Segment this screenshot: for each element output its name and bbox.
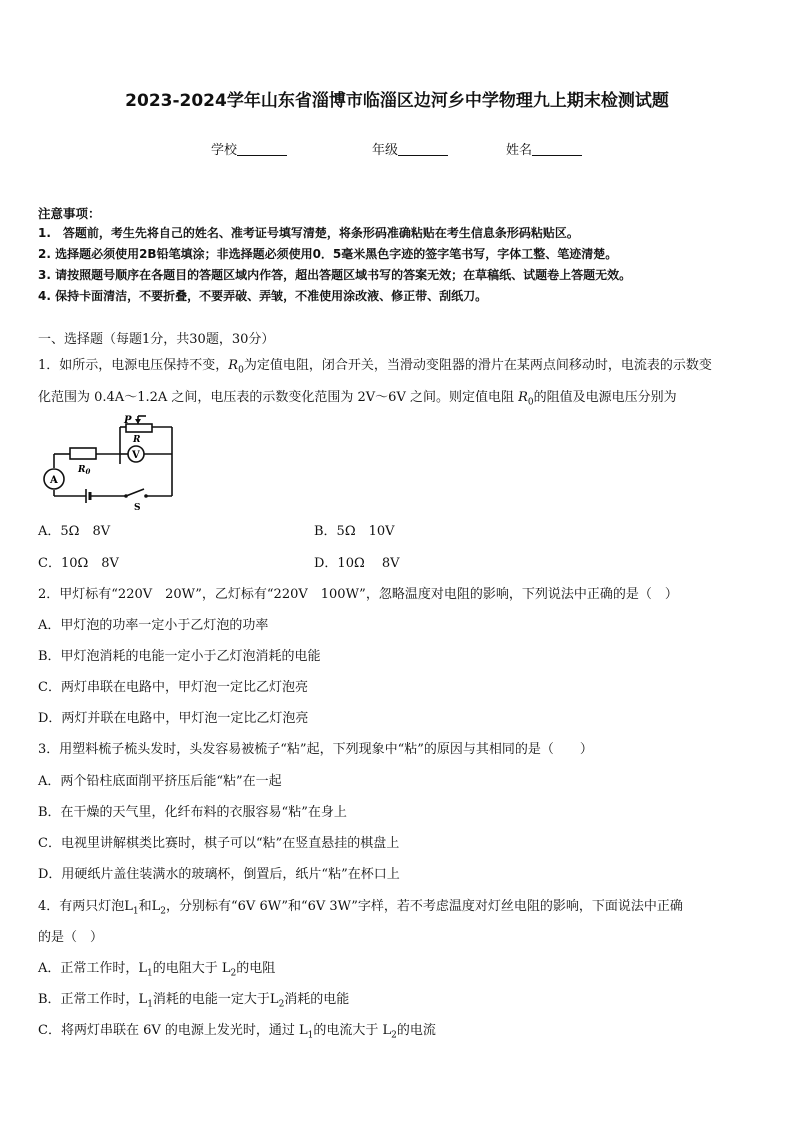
note-item: 4. 保持卡面清洁，不要折叠，不要弄破、弄皱，不准使用涂改液、修正带、刮纸刀。 bbox=[38, 289, 488, 303]
q4-option-c[interactable] bbox=[38, 1019, 436, 1041]
q4c-sub: 1 bbox=[307, 1030, 314, 1041]
q1-option-a[interactable]: A．5Ω 8V bbox=[38, 524, 111, 539]
q2-option-a[interactable]: A．甲灯泡的功率一定小于乙灯泡的功率 bbox=[38, 618, 269, 633]
q1-stem-part: 化范围为 0.4A～1.2A 之间，电压表的示数变化范围为 2V～6V 之间。则定值电阻 bbox=[38, 390, 519, 405]
note-item: 3. 请按照题号顺序在各题目的答题区域内作答，超出答题区域书写的答案无效；在草稿纸、试题卷上答题无效。 bbox=[38, 268, 632, 282]
q4-stem-part: ，分别标有“6V 6W”和“6V 3W”字样，若不考虑温度对灯丝电阻的影响，下面说法中正确 bbox=[166, 899, 683, 914]
q2-option-c[interactable]: C．两灯串联在电路中，甲灯泡一定比乙灯泡亮 bbox=[38, 680, 308, 695]
q3-option-d[interactable]: D．用硬纸片盖住装满水的玻璃杯，倒置后，纸片“粘”在杯口上 bbox=[38, 867, 400, 882]
switch-contact bbox=[144, 494, 148, 498]
q1-stem bbox=[38, 354, 712, 376]
school-blank bbox=[237, 142, 287, 156]
q4c-part: 的电流 bbox=[396, 1023, 436, 1038]
circuit-label-r0: $R_0$ bbox=[78, 465, 91, 476]
q4-stem bbox=[38, 895, 683, 917]
name-field bbox=[506, 139, 582, 158]
page-title: 2023-2024学年山东省淄博市临淄区边河乡中学物理九上期末检测试题 bbox=[125, 91, 669, 111]
q4-stem-part: 4．有两只灯泡L bbox=[38, 899, 133, 914]
grade-field bbox=[372, 139, 448, 158]
q3-stem: 3．用塑料梳子梳头发时，头发容易被梳子“粘”起，下列现象中“粘”的原因与其相同的是（ ） bbox=[38, 742, 593, 757]
notes-heading: 注意事项： bbox=[38, 206, 101, 221]
q3-option-c[interactable]: C．电视里讲解棋类比赛时，棋子可以“粘”在竖直悬挂的棋盘上 bbox=[38, 836, 400, 851]
q4-stem-line2: 的是（ ） bbox=[38, 930, 104, 945]
q1-stem-line2 bbox=[38, 386, 677, 408]
q2-option-d[interactable]: D．两灯并联在电路中，甲灯泡一定比乙灯泡亮 bbox=[38, 711, 309, 726]
q1-r0-sub: 0 bbox=[527, 397, 534, 408]
school-field bbox=[211, 139, 287, 158]
section-heading: 一、选择题（每题1分，共30题，30分） bbox=[38, 332, 275, 347]
q4c-sub: 2 bbox=[391, 1030, 397, 1041]
q4a-sub: 1 bbox=[147, 968, 153, 979]
q1-stem-part: 的阻值及电源电压分别为 bbox=[533, 390, 677, 405]
q4c-part: 的电流大于 L bbox=[313, 1023, 392, 1038]
circuit-label-p: P bbox=[124, 415, 132, 426]
q4a-part: 的电阻大于 L bbox=[152, 961, 231, 976]
q4-option-a[interactable] bbox=[38, 957, 275, 979]
q1-stem-part: 为定值电阻，闭合开关，当滑动变阻器的滑片在某两点间移动时，电流表的示数变 bbox=[243, 358, 712, 373]
ammeter-label: A bbox=[50, 475, 58, 486]
name-label: 姓名 bbox=[506, 143, 533, 158]
q1-option-c[interactable]: C．10Ω 8V bbox=[38, 556, 119, 571]
voltmeter-label: V bbox=[132, 450, 140, 461]
q4c-part: C．将两灯串联在 6V 的电源上发光时，通过 L bbox=[38, 1023, 308, 1038]
name-blank bbox=[532, 142, 582, 156]
grade-label: 年级 bbox=[372, 143, 399, 158]
q1-option-d[interactable]: D．10Ω 8V bbox=[314, 556, 400, 571]
switch-label: S bbox=[134, 503, 141, 512]
q4a-part: 的电阻 bbox=[236, 961, 276, 976]
q4a-sub: 2 bbox=[230, 968, 237, 979]
q4a-part: A．正常工作时，L bbox=[38, 961, 148, 976]
q1-r0-symbol: R bbox=[518, 390, 528, 405]
q4-sub: 1 bbox=[132, 906, 139, 917]
q4-stem-part: 和L bbox=[138, 899, 161, 914]
q1-option-b[interactable]: B．5Ω 10V bbox=[314, 524, 395, 539]
q4-sub: 2 bbox=[160, 906, 167, 917]
q1-r0-sub: 0 bbox=[238, 365, 244, 376]
note-item: 1. 答题前，考生先将自己的姓名、准考证号填写清楚，将条形码准确粘贴在考生信息条形码粘贴区。 bbox=[38, 226, 579, 240]
q2-stem: 2．甲灯标有“220V 20W”，乙灯标有“220V 100W”，忽略温度对电阻的影响，下列说法中正确的是（ ） bbox=[38, 587, 678, 602]
q3-option-b[interactable]: B．在干燥的天气里，化纤布料的衣服容易“粘”在身上 bbox=[38, 805, 347, 820]
q4b-sub: 2 bbox=[278, 999, 285, 1010]
q2-option-b[interactable]: B．甲灯泡消耗的电能一定小于乙灯泡消耗的电能 bbox=[38, 649, 321, 664]
q1-stem-part: 1．如所示，电源电压保持不变， bbox=[38, 358, 229, 373]
switch-pivot bbox=[124, 494, 128, 498]
q4b-part: B．正常工作时，L bbox=[38, 992, 148, 1007]
q4-option-b[interactable] bbox=[38, 988, 349, 1010]
note-item: 2. 选择题必须使用2B铅笔填涂；非选择题必须使用0．5毫米黑色字迹的签字笔书写，字体工整、笔迹清楚。 bbox=[38, 247, 618, 261]
circuit-label-r: R bbox=[133, 435, 141, 445]
q1-circuit-diagram bbox=[40, 412, 180, 512]
q4b-part: 消耗的电能一定大于L bbox=[152, 992, 279, 1007]
q4b-part: 消耗的电能 bbox=[284, 992, 350, 1007]
q4b-sub: 1 bbox=[147, 999, 153, 1010]
grade-blank bbox=[398, 142, 448, 156]
school-label: 学校 bbox=[211, 143, 238, 158]
q1-r0-symbol: R bbox=[228, 358, 239, 373]
q3-option-a[interactable]: A．两个铅柱底面削平挤压后能“粘”在一起 bbox=[38, 774, 282, 789]
